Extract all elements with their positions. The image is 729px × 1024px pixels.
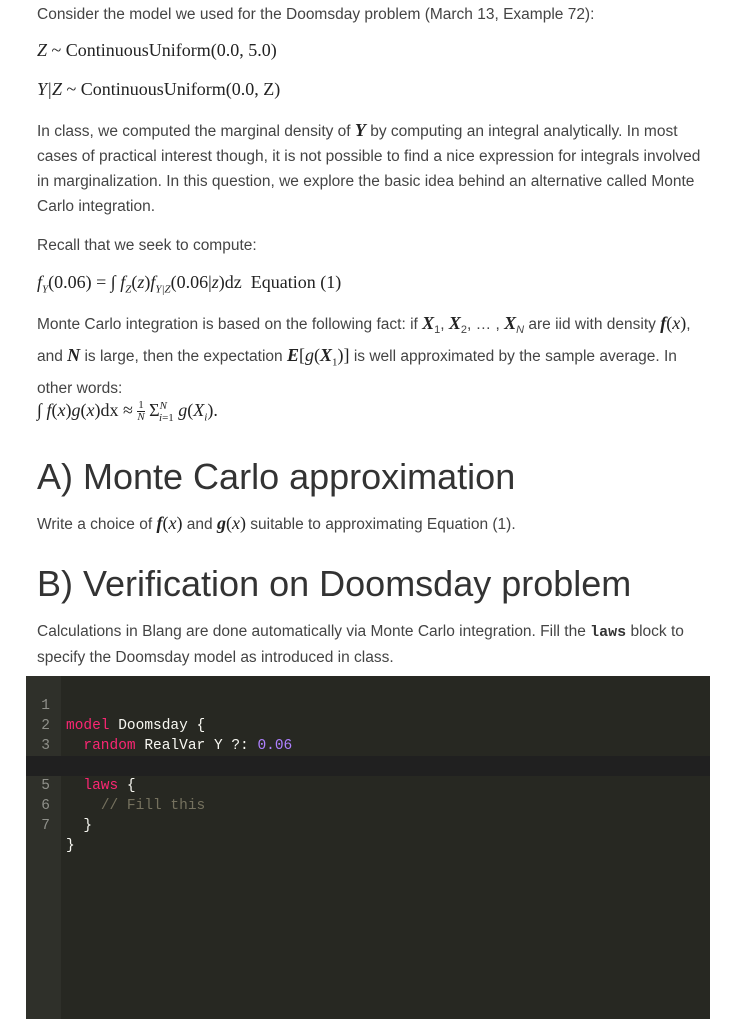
code-text: { <box>118 778 136 794</box>
laws-code: laws <box>590 624 627 641</box>
paragraph-monte-carlo: Monte Carlo integration is based on the following fact: if $X_1$, $X_2$, … , $X_N$ are iid with density f(x), and N is large, then the expectation $E[g(X_1)]$ is well approximated by the sample average. In other words: <box>37 313 691 397</box>
model-line-z <box>37 40 277 61</box>
section-b-text <box>37 619 707 670</box>
model-line-y <box>37 79 280 100</box>
paragraph-text: Write a choice of <box>37 516 157 533</box>
keyword: laws <box>83 778 119 794</box>
code-line[interactable] <box>26 676 710 734</box>
line-number: 5 <box>41 778 50 794</box>
paragraph-text: are iid with density <box>524 316 661 333</box>
keyword: model <box>66 718 110 734</box>
paragraph-text: block to specify the Doomsday model as introduced in class. <box>37 623 684 666</box>
paragraph-text: , and <box>37 316 691 366</box>
code-text: } <box>83 818 93 834</box>
line-number: 3 <box>41 738 50 754</box>
code-text: Doomsday { <box>109 718 206 734</box>
line-number: 1 <box>41 698 50 714</box>
section-a-text: Write a choice of f(x) and g(x) suitable to approximating Equation (1). <box>37 513 516 533</box>
model-y-lhs: Y|Z <box>37 79 62 99</box>
line-number: 7 <box>41 818 50 834</box>
code-text: RealVar Y ?: <box>135 738 258 754</box>
paragraph-marginal <box>37 118 707 219</box>
tilde-symbol: ~ <box>51 40 66 60</box>
paragraph-text: is well approximated by the sample average. In other words: <box>37 348 677 397</box>
line-number: 2 <box>41 718 50 734</box>
line-number: 6 <box>41 798 50 814</box>
code-text: } <box>66 838 75 854</box>
model-z-dist: ContinuousUniform(0.0, 5.0) <box>65 40 277 60</box>
equation-1: $f_Y(0.06)$ = ∫ $f_Z(z)f_{Y|Z}(0.06|z)dz$ Equation (1) <box>37 272 342 296</box>
paragraph-text: by computing an integral analytically. In most cases of practical interest though, it is not possible to find a nice expression for integrals involved in marginalization. In this question, we explore the basic idea behind an alternative called Monte Carlo integration. <box>37 123 701 215</box>
model-z-lhs: Z <box>37 40 48 60</box>
paragraph-text: and <box>182 516 217 533</box>
var-y: Y <box>354 120 366 140</box>
code-line[interactable] <box>26 736 710 794</box>
code-editor[interactable] <box>26 676 710 1019</box>
paragraph-text: suitable to approximating Equation (1). <box>245 516 516 533</box>
tilde-symbol: ~ <box>66 79 81 99</box>
equation-monte-carlo: ∫ f(x)g(x)dx ≈ $\frac{1}{N}$ $\Sigma^N_{i=1}$ $g(X_i)$. <box>37 399 218 424</box>
paragraph-text: In class, we computed the marginal density of <box>37 123 355 140</box>
paragraph-text: Calculations in Blang are done automatically via Monte Carlo integration. Fill the <box>37 623 591 640</box>
equation-label: Equation (1) <box>250 272 342 292</box>
paragraph-text: is large, then the expectation <box>80 348 287 366</box>
comment: // Fill this <box>100 798 206 814</box>
recall-text: Recall that we seek to compute: <box>37 237 257 254</box>
section-b-heading: B) Verification on Doomsday problem <box>37 563 632 604</box>
section-a-heading: A) Monte Carlo approximation <box>37 456 516 497</box>
keyword: random <box>83 738 136 754</box>
paragraph-text: Monte Carlo integration is based on the following fact: if <box>37 316 423 333</box>
consider-text: Consider the model we used for the Doomsday problem (March 13, Example 72): <box>37 6 595 23</box>
code-line[interactable] <box>26 796 710 854</box>
model-y-dist: ContinuousUniform(0.0, Z) <box>80 79 281 99</box>
number-literal: 0.06 <box>257 738 293 754</box>
